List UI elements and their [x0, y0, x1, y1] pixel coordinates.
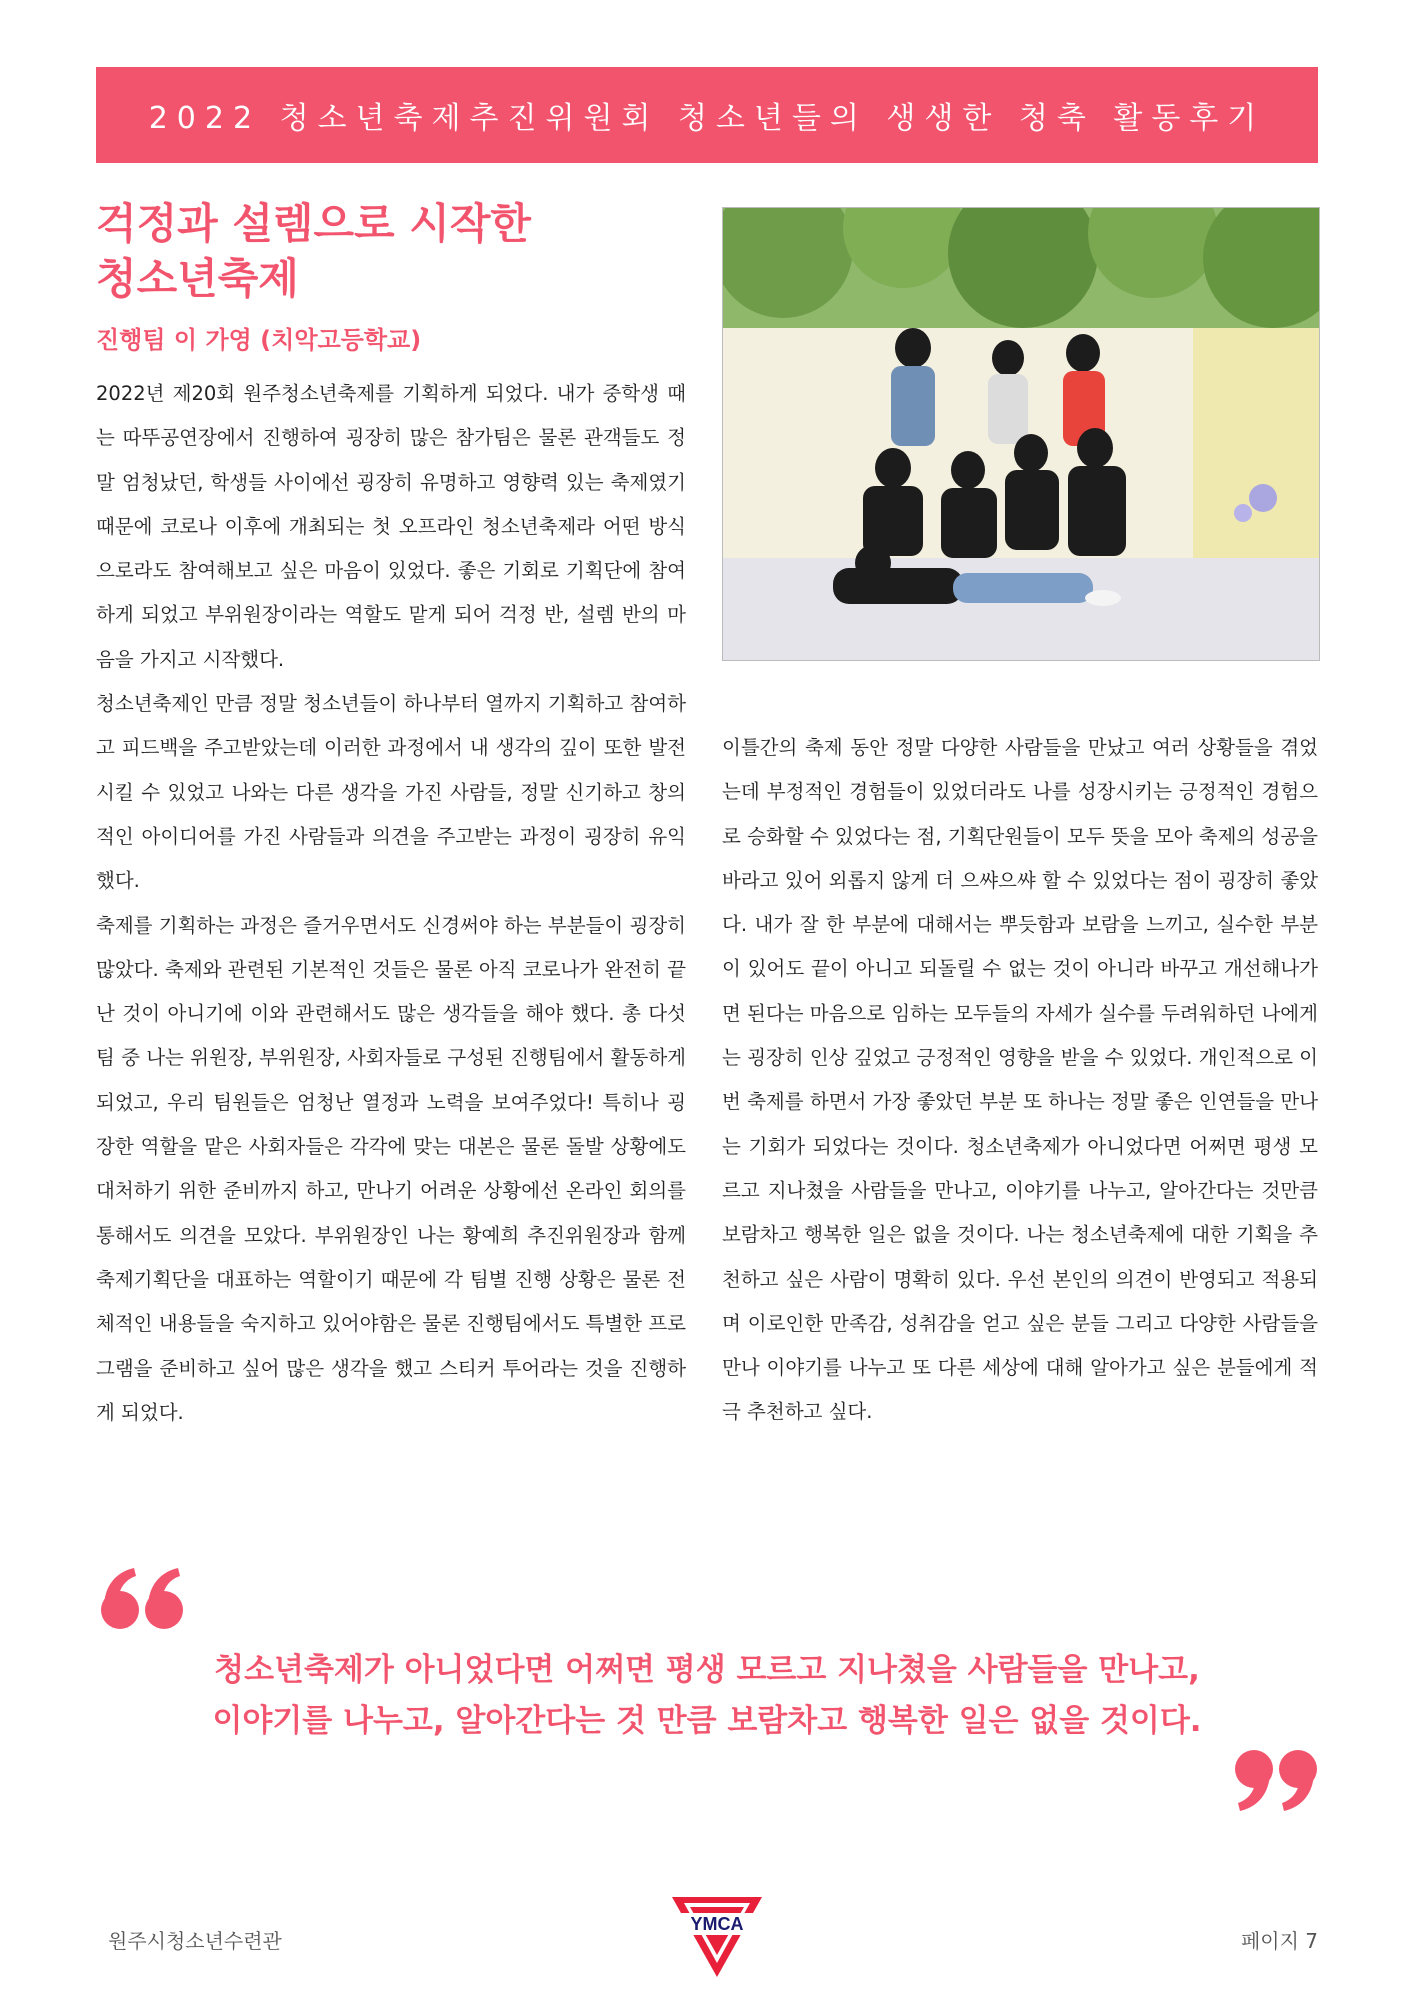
title-line-2: 청소년축제: [96, 254, 299, 303]
right-column: [722, 726, 1318, 1435]
paragraph: 축제를 기획하는 과정은 즐거우면서도 신경써야 하는 부분들이 굉장히 많았다. 축제와 관련된 기본적인 것들은 물론 아직 코로나가 완전히 끝난 것이 아니기에 이와 관련해서도 많은 생각들을 해야 했다. 총 다섯 팀 중 나는 위원장, 부위원장, 사회자들로 구성된 진행팀에서 활동하게 되었고, 우리 팀원들은 엄청난 열정과 노력을 보여주었다! 특히나 굉장한 역할을 맡은 사회자들은 각각에 맞는 대본은 물론 돌발 상황에도 대처하기 위한 준비까지 하고, 만나기 어려운 상황에선 온라인 회의를 통해서도 의견을 모았다. 부위원장인 나는 황예희 추진위원장과 함께 축제기획단을 대표하는 역할이기 때문에 각 팀별 진행 상황은 물론 전체적인 내용들을 숙지하고 있어야함은 물론 진행팀에서도 특별한 프로그램을 준비하고 싶어 많은 생각을 했고 스티커 투어라는 것을 진행하게 되었다.: [96, 913, 686, 1424]
paragraph: 2022년 제20회 원주청소년축제를 기획하게 되었다. 내가 중학생 때는 따뚜공연장에서 진행하여 굉장히 많은 참가팀은 물론 관객들도 정말 엄청났던, 학생들 사이에선 굉장히 유명하고 영향력 있는 축제였기 때문에 코로나 이후에 개최되는 첫 오프라인 청소년축제라 어떤 방식으로라도 참여해보고 싶은 마음이 있었다. 좋은 기회로 기획단에 참여하게 되었고 부위원장이라는 역할도 맡게 되어 걱정 반, 설렘 반의 마음을 가지고 시작했다.: [96, 382, 686, 671]
left-column: [96, 372, 686, 1435]
pull-quote-line-2: 이야기를 나누고, 알아간다는 것 만큼 보람차고 행복한 일은 없을 것이다.: [212, 1703, 1202, 1739]
ymca-logo: [670, 1893, 764, 1979]
article-title: [96, 196, 676, 306]
pull-quote-line-1: 청소년축제가 아니었다면 어쩌면 평생 모르고 지나쳤을 사람들을 만나고,: [214, 1652, 1200, 1688]
header-banner: 2022 청소년축제추진위원회 청소년들의 생생한 청축 활동후기: [96, 67, 1318, 163]
open-quote-icon: [98, 1564, 188, 1634]
paragraph: 이틀간의 축제 동안 정말 다양한 사람들을 만났고 여러 상황들을 겪었는데 부정적인 경험들이 있었더라도 나를 성장시키는 긍정적인 경험으로 승화할 수 있었다는 점, 기획단원들이 모두 뜻을 모아 축제의 성공을 바라고 있어 외롭지 않게 더 으쌰으쌰 할 수 있었다는 점이 굉장히 좋았다. 내가 잘 한 부분에 대해서는 뿌듯함과 보람을 느끼고, 실수한 부분이 있어도 끝이 아니고 되돌릴 수 없는 것이 아니라 바꾸고 개선해나가면 된다는 마음으로 임하는 모두들의 자세가 실수를 두려워하던 나에게는 굉장히 인상 깊었고 긍정적인 영향을 받을 수 있었다. 개인적으로 이번 축제를 하면서 가장 좋았던 부분 또 하나는 정말 좋은 인연들을 만나는 기회가 되었다는 것이다. 청소년축제가 아니었다면 어쩌면 평생 모르고 지나쳤을 사람들을 만나고, 이야기를 나누고, 알아간다는 것만큼 보람차고 행복한 일은 없을 것이다. 나는 청소년축제에 대한 기획을 추천하고 싶은 사람이 명확히 있다. 우선 본인의 의견이 반영되고 적용되며 이로인한 만족감, 성취감을 얻고 싶은 분들 그리고 다양한 사람들을 만나 이야기를 나누고 또 다른 세상에 대해 알아가고 싶은 분들에게 적극 추천하고 싶다.: [722, 736, 1318, 1424]
pull-quote: [150, 1645, 1264, 1747]
group-photo: [722, 207, 1320, 661]
title-line-1: 걱정과 설렘으로 시작한: [96, 199, 531, 248]
footer-organization: 원주시청소년수련관: [108, 1929, 282, 1953]
close-quote-icon: [1230, 1745, 1320, 1815]
group-photo-illustration: [723, 208, 1319, 660]
logo-text: YMCA: [690, 1914, 744, 1934]
page-number: 페이지 7: [1240, 1929, 1318, 1953]
author-byline: 진행팀 이 가영 (치악고등학교): [96, 326, 422, 354]
paragraph: 청소년축제인 만큼 정말 청소년들이 하나부터 열까지 기획하고 참여하고 피드백을 주고받았는데 이러한 과정에서 내 생각의 깊이 또한 발전시킬 수 있었고 나와는 다른 생각을 가진 사람들, 정말 신기하고 창의적인 아이디어를 가진 사람들과 의견을 주고받는 과정이 굉장히 유익했다.: [96, 692, 686, 893]
